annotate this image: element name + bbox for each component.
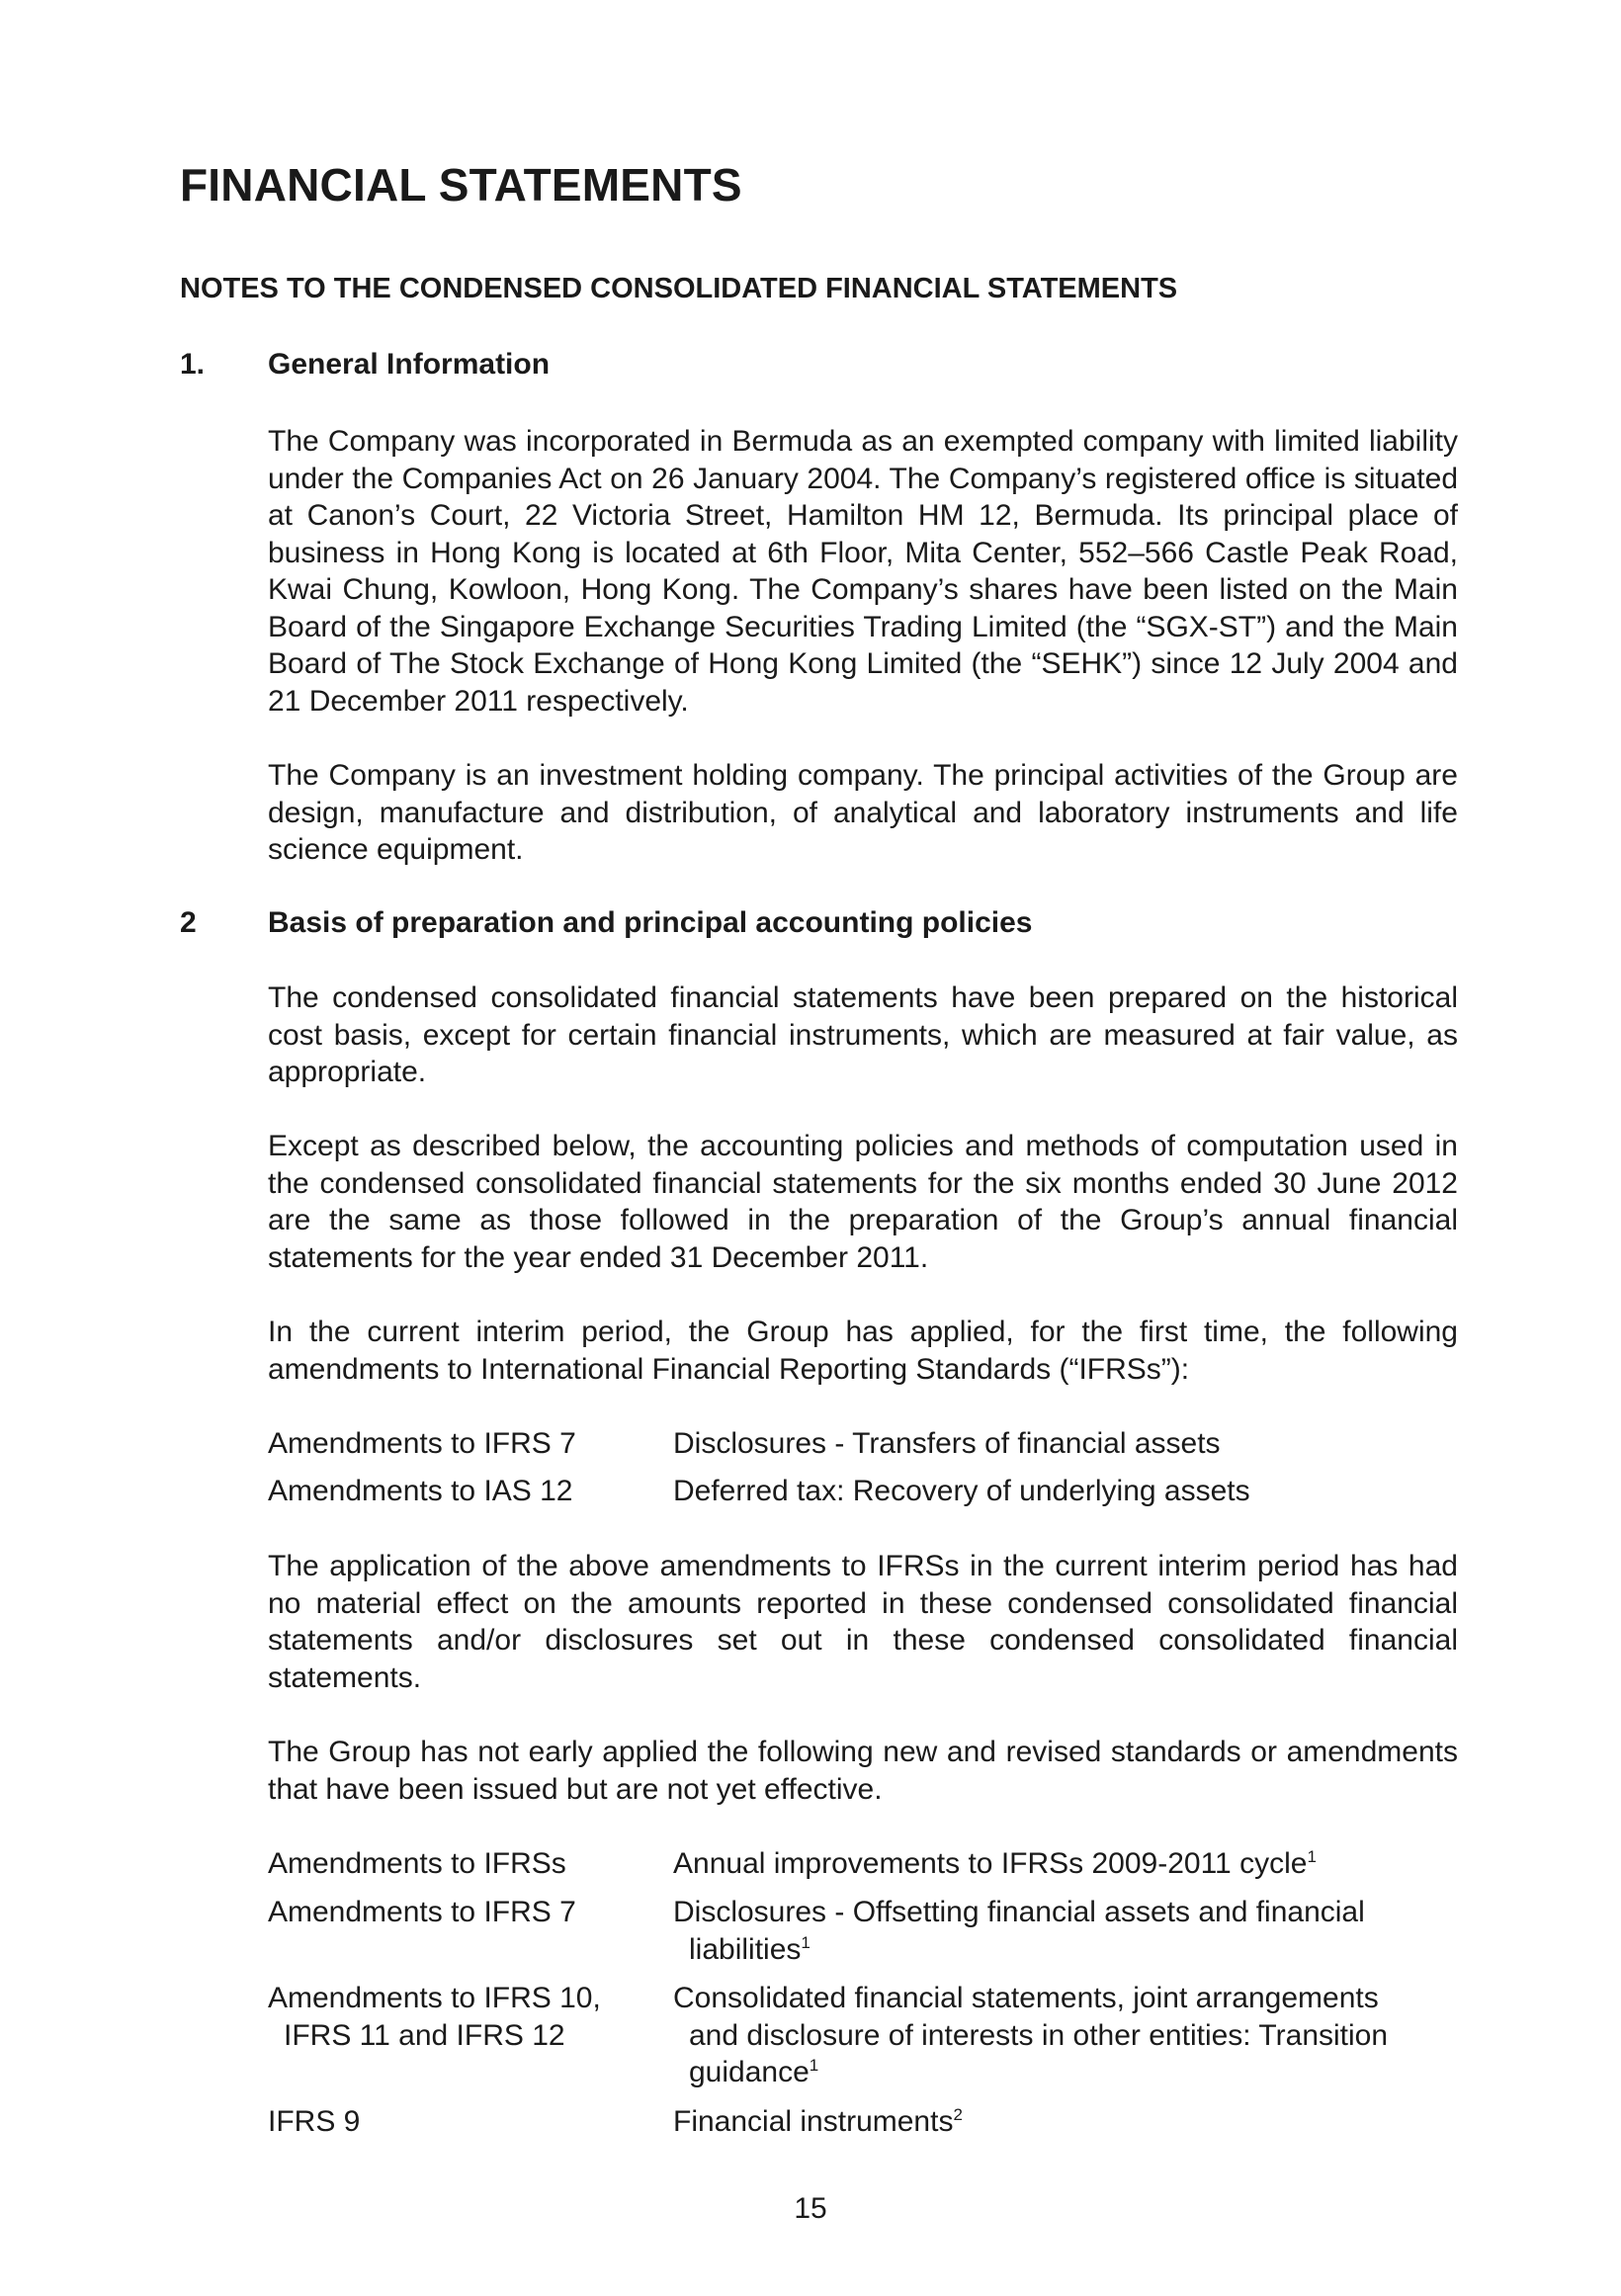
section-number: 1.	[180, 348, 206, 381]
section-heading-2	[180, 906, 1465, 940]
amendment-term: Amendments to IAS 12	[268, 1475, 573, 1507]
paragraph: In the current interim period, the Group has applied, for the first time, the following amendments to International Financial Reporting Standards (“IFRSs”):	[268, 1316, 1458, 1386]
section-number: 2	[180, 906, 197, 939]
section-heading-1	[180, 348, 1465, 382]
standard-term: Amendments to IFRS 10, IFRS 11 and IFRS 12	[268, 1982, 601, 2052]
standard-description: Annual improvements to IFRSs 2009-2011 cycle$^1$	[673, 1847, 1317, 1880]
standard-description: Financial instruments$^2$	[673, 2105, 963, 2138]
standard-description: Disclosures - Offsetting financial assets and financial liabilities$^1$	[673, 1896, 1365, 1966]
footnote-marker: 2	[953, 2105, 963, 2124]
paragraph: Except as described below, the accounting policies and methods of computation used in the condensed consolidated financial statements for the six months ended 30 June 2012 are the same as those followed in the preparation of the Group’s annual financial statements for the year ended 31 December 2011.	[268, 1130, 1458, 1274]
paragraph: The condensed consolidated financial statements have been prepared on the historical cost basis, except for certain financial instruments, which are measured at fair value, as appropriate.	[268, 981, 1458, 1088]
paragraph: The Company was incorporated in Bermuda as an exempted company with limited liability under the Companies Act on 26 January 2004. The Company’s registered office is situated at Canon’s Court, 22 Victoria Street, Hamilton HM 12, Bermuda. Its principal place of business in Hong Kong is located at 6th Floor, Mita Center, 552–566 Castle Peak Road, Kwai Chung, Kowloon, Hong Kong. The Company’s shares have been listed on the Main Board of the Singapore Exchange Securities Trading Limited (the “SGX-ST”) and the Main Board of The Stock Exchange of Hong Kong Limited (the “SEHK”) since 12 July 2004 and 21 December 2011 respectively.	[268, 425, 1458, 718]
paragraph: The Company is an investment holding company. The principal activities of the Group are design, manufacture and distribution, of analytical and laboratory instruments and life science equipment.	[268, 759, 1458, 866]
standard-term: Amendments to IFRSs	[268, 1847, 566, 1880]
footnote-marker: 1	[1307, 1847, 1317, 1866]
page-number: 15	[794, 2192, 827, 2225]
footnote-marker: 1	[801, 1932, 810, 1952]
section-title: Basis of preparation and principal accounting policies	[268, 906, 1033, 939]
footnote-marker: 1	[809, 2056, 819, 2075]
amendment-term: Amendments to IFRS 7	[268, 1427, 576, 1460]
standard-term: Amendments to IFRS 7	[268, 1896, 576, 1928]
amendment-description: Deferred tax: Recovery of underlying assets	[673, 1475, 1250, 1507]
paragraph: The application of the above amendments to IFRSs in the current interim period has had no material effect on the amounts reported in these condensed consolidated financial statements and/or disclosures set out in these condensed consolidated financial statements.	[268, 1550, 1458, 1694]
standard-term: IFRS 9	[268, 2105, 361, 2138]
amendment-description: Disclosures - Transfers of financial assets	[673, 1427, 1221, 1460]
paragraph: The Group has not early applied the following new and revised standards or amendments that have been issued but are not yet effective.	[268, 1736, 1458, 1806]
standard-description: Consolidated financial statements, joint arrangements and disclosure of interests in other entities: Transition guidance$^1$	[673, 1982, 1389, 2088]
page-title: FINANCIAL STATEMENTS	[180, 159, 742, 211]
section-title: General Information	[268, 348, 551, 381]
page-subtitle: NOTES TO THE CONDENSED CONSOLIDATED FINANCIAL STATEMENTS	[180, 273, 1178, 304]
